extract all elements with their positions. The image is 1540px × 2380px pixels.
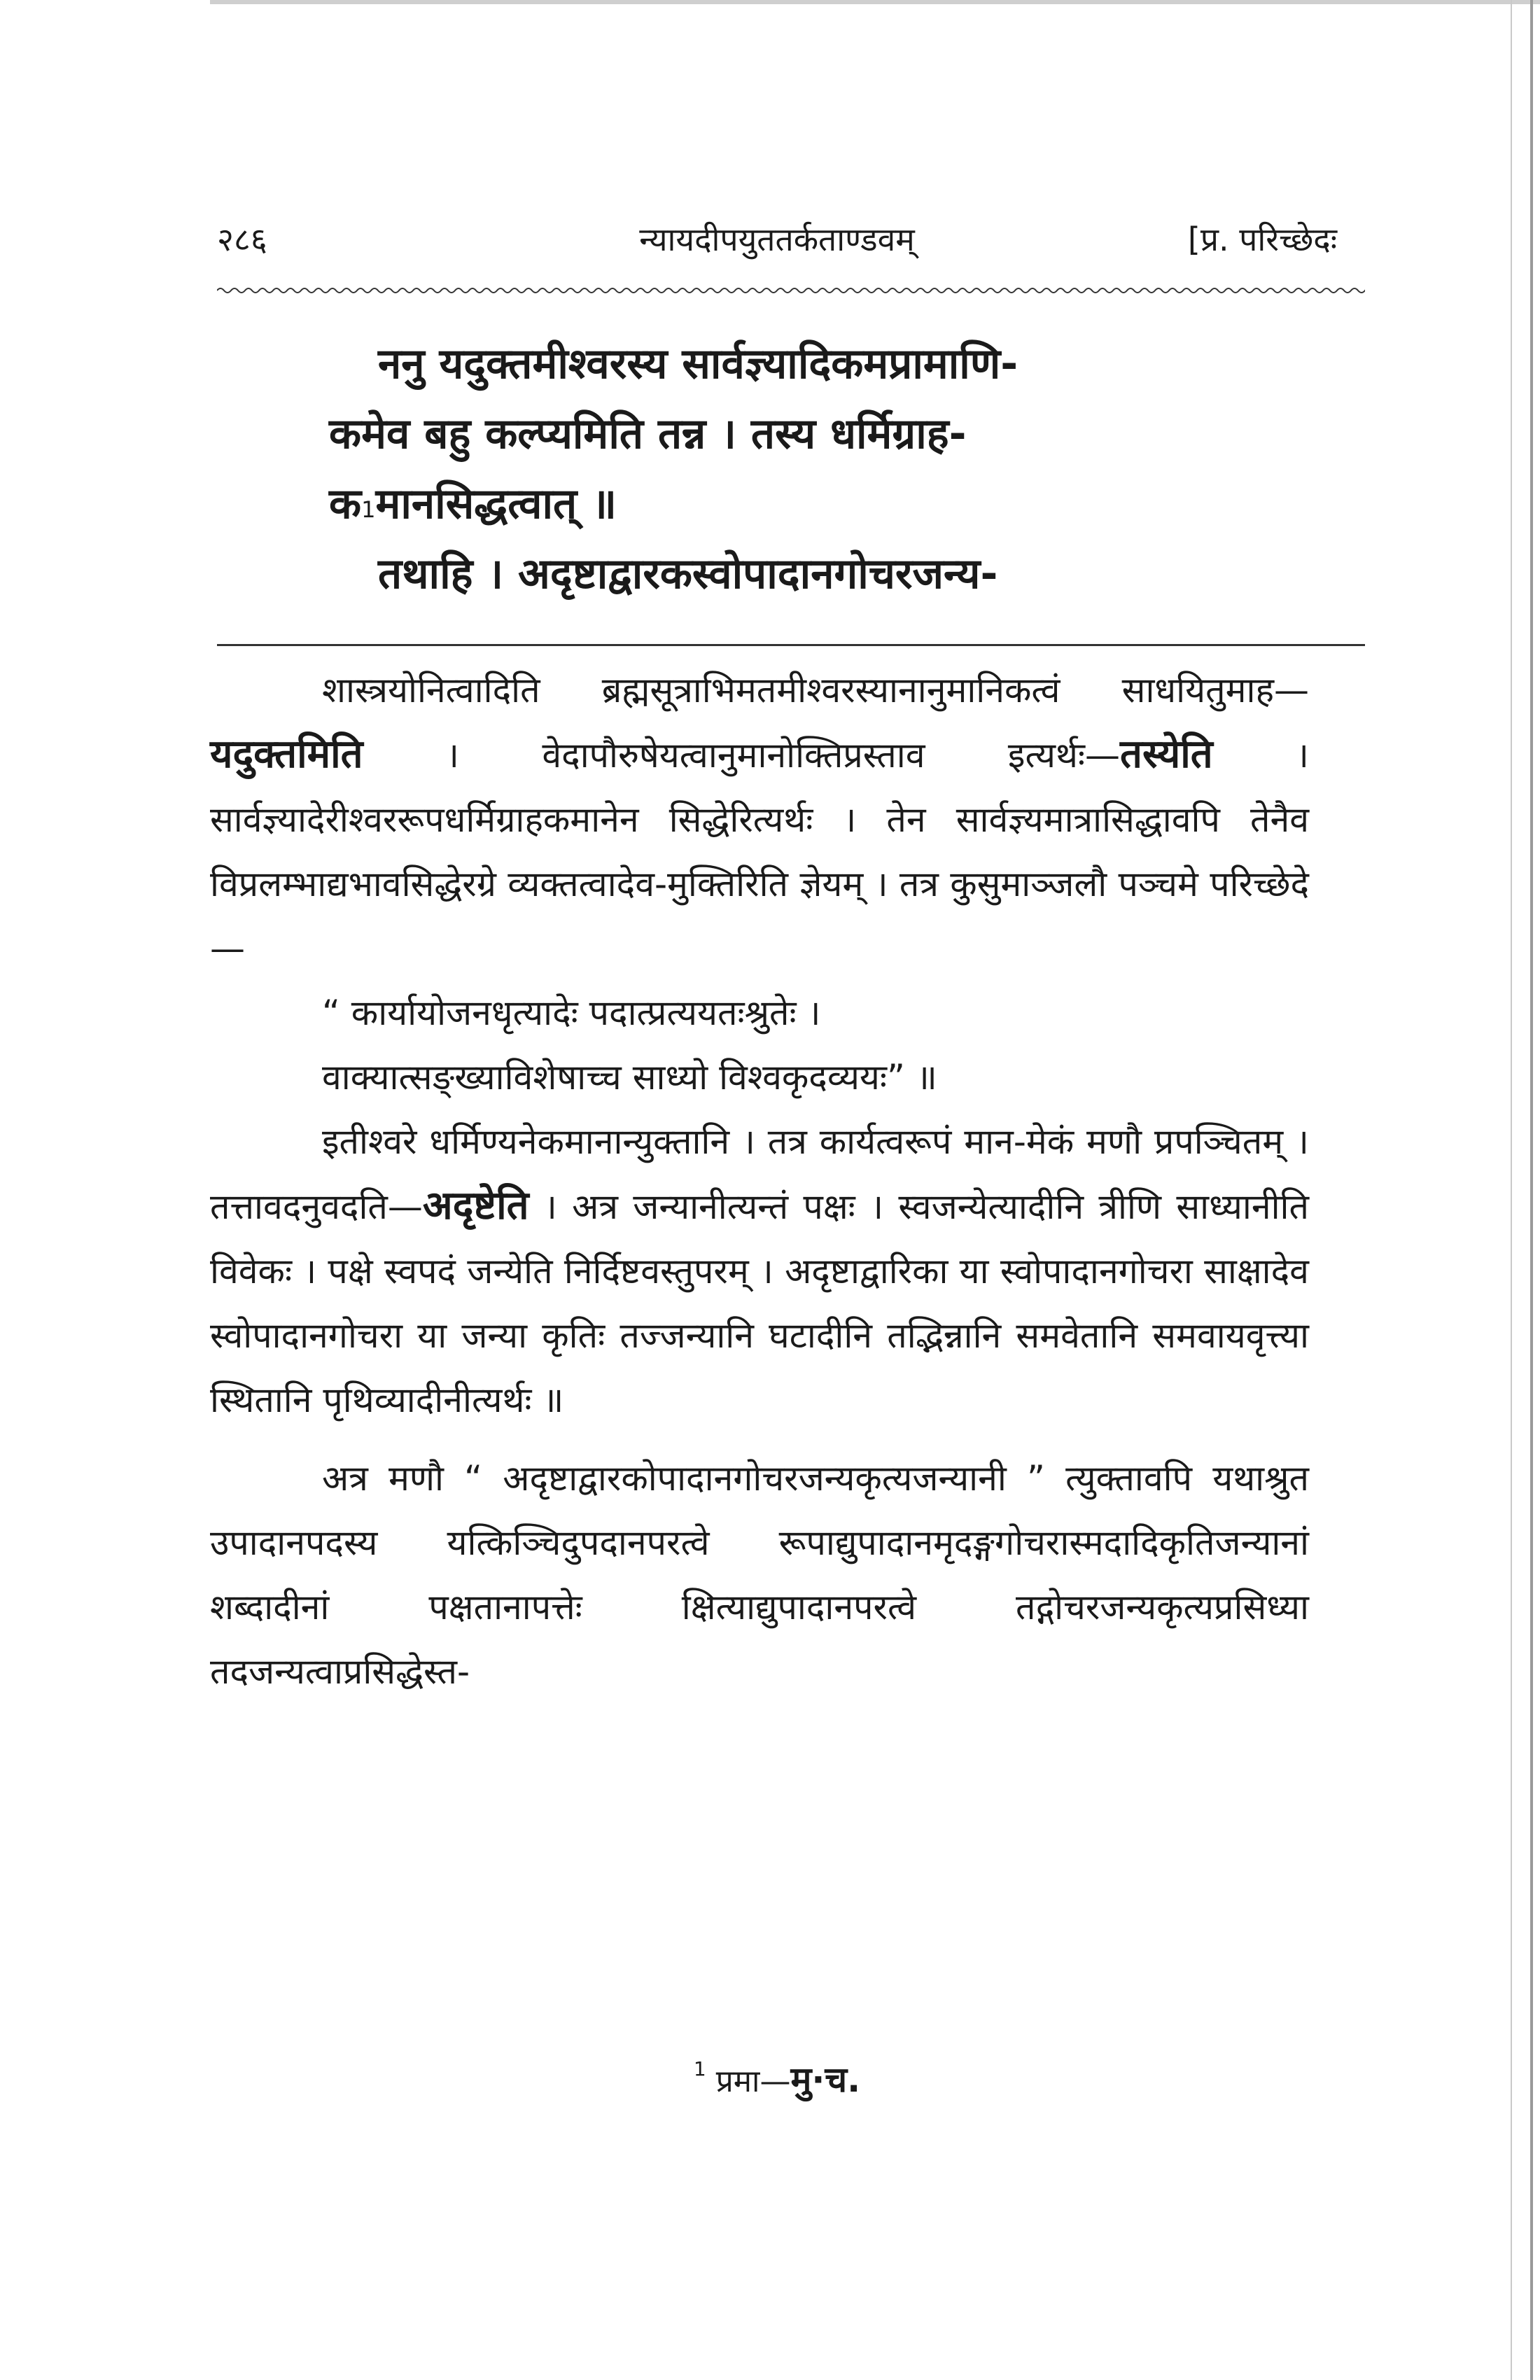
commentary-text-span: । अत्र जन्यानीत्यन्तं पक्षः । स्वजन्येत्यादीनि त्रीणि साध्यानीति विवेकः । पक्षे स्वपदं जन्येति निर्दिष्टवस्तुपरम् । अदृष्टाद्वारिका या स्वोपादानगोचरा साक्षादेव स्वोपादानगोचरा या जन्या कृतिः तज्जन्यानि घटादीनि तद्भिन्नानि समवेतानि समवायवृत्त्या स्थितानि पृथिव्यादीनीत्यर्थः ॥ <box>210 1186 1309 1420</box>
footnote-siglum: मु·च. <box>790 2059 861 2100</box>
mula-line-3-start: क <box>329 479 362 528</box>
running-title: न्यायदीपयुततर्कताण्डवम् <box>639 220 915 258</box>
mula-line-2: कमेव बहु कल्प्यमिति तन्न । तस्य धर्मिग्राह- <box>329 410 967 458</box>
commentary-text <box>210 658 1309 1704</box>
mula-line-1: ननु यदुक्तमीश्वरस्य सार्वज्ञ्यादिकमप्रामाणि- <box>378 340 1018 388</box>
page-header <box>217 210 1337 273</box>
footnote-text: प्रमा— <box>706 2064 791 2099</box>
section-label: [प्र. परिच्छेदः <box>1187 220 1337 258</box>
commentary-text-span: शास्त्रयोनित्वादिति ब्रह्मसूत्राभिमतमीश्वरस्यानानुमानिकत्वं साधयितुमाह— <box>322 670 1309 710</box>
pratika-yaduktam: यदुक्तमिति <box>210 732 363 777</box>
header-wavy-rule <box>217 284 1365 298</box>
commentary-text-span: इतीश्वरे धर्मिण्यनेकमानान्युक्तानि । तत्र कार्यत्वरूपं मान-मेकं मणौ प्रपञ्चितम् । तत्तावदनुवदति— <box>210 1121 1309 1227</box>
mula-text <box>217 329 1337 609</box>
pratika-tasya: तस्येति <box>1120 732 1213 777</box>
footnote-ref: 1 <box>361 496 376 523</box>
commentary-paragraph-2 <box>210 1110 1309 1432</box>
page-top-edge <box>210 0 1540 4</box>
footnote-marker: 1 <box>693 2057 706 2080</box>
page-fold-line <box>1511 0 1512 2380</box>
mula-separator-rule <box>217 644 1365 646</box>
pratika-adrshta: अदृष्टेति <box>422 1183 529 1228</box>
mula-line-4: तथाहि । अदृष्टाद्वारकस्वोपादानगोचरजन्य- <box>378 550 998 598</box>
commentary-text-span: । सार्वज्ञ्यादेरीश्वररूपधर्मिग्राहकमानेन सिद्धेरित्यर्थः । तेन सार्वज्ञ्यमात्रासिद्धावपि तेनैव विप्रलम्भाद्यभावसिद्धेरग्रे व्यक्तत्वादेव-मुक्तिरिति ज्ञेयम् । तत्र कुसुमाञ्जलौ पञ्चमे परिच्छेदे— <box>210 735 1310 969</box>
page-right-edge <box>1530 0 1533 2380</box>
commentary-text-span: । वेदापौरुषेयत्वानुमानोक्तिप्रस्ताव इत्यर्थः— <box>363 735 1121 776</box>
footnote <box>217 2054 1337 2102</box>
commentary-paragraph-1 <box>210 658 1309 981</box>
verse-line-2: वाक्यात्सङ्ख्याविशेषाच्च साध्यो विश्वकृदव्ययः” ॥ <box>322 1057 937 1098</box>
mula-line-3 <box>217 469 1337 539</box>
mula-line-3-end: मानसिद्धत्वात् ॥ <box>375 479 617 528</box>
verse-line-1: “ कार्यायोजनधृत्यादेः पदात्प्रत्ययतःश्रुतेः । <box>322 993 821 1033</box>
page-number: २८६ <box>217 220 267 258</box>
commentary-paragraph-3: अत्र मणौ “ अदृष्टाद्वारकोपादानगोचरजन्यकृत्यजन्यानी ” त्युक्तावपि यथाश्रुत उपादानपदस्य यत्किञ्चिदुपदानपरत्वे रूपाद्युपादानमृदङ्गगोचरास्मदादिकृतिजन्यानां शब्दादीनां पक्षतानापत्तेः क्षित्याद्युपादानपरत्वे तद्गोचरजन्यकृत्यप्रसिध्या तदजन्यत्वाप्रसिद्धेस्त- <box>210 1458 1309 1692</box>
